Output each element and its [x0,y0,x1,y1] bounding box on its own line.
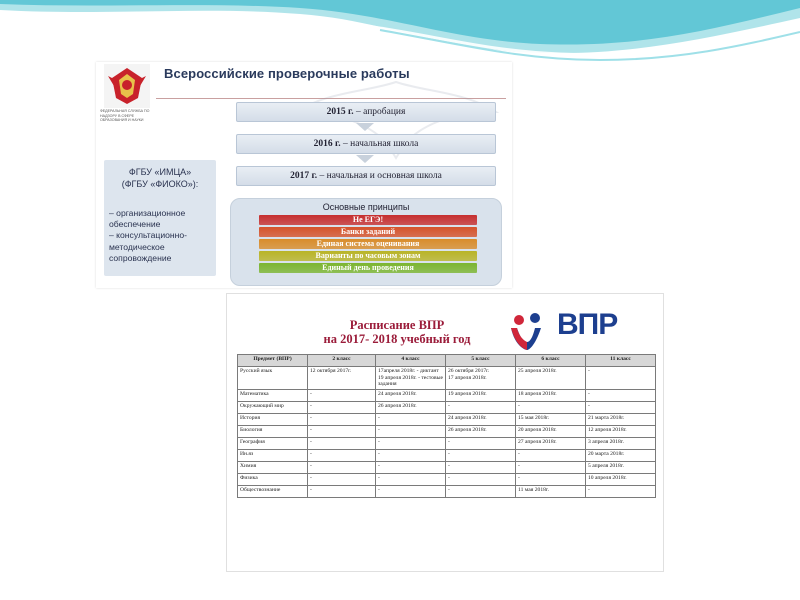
year-2017-label: 2017 г. [290,171,318,181]
principles-title: Основные принципы [322,202,410,212]
fiocko-panel [104,160,216,276]
schedule-table-body [238,367,656,498]
wave-decoration [0,0,800,70]
date-cell: 12 октября 2017г. [308,367,376,390]
year-2016-box [236,134,496,154]
principles-panel [230,198,502,286]
date-cell: - [586,485,656,497]
subject-cell: География [238,437,308,449]
table-row [238,425,656,437]
date-cell: - [308,485,376,497]
year-2015-label: 2015 г. [326,107,354,117]
date-cell: 12 апреля 2018г. [586,425,656,437]
schedule-title-line2: на 2017- 2018 учебный год [323,332,471,346]
year-2015-text: – апробация [353,107,406,117]
table-row [238,449,656,461]
date-cell: 26 апреля 2018г. [376,401,446,413]
table-header-cell: Предмет (ВПР) [238,355,308,367]
table-row [238,461,656,473]
vpr-info-slide [96,62,512,288]
vpr-logo-text: ВПР [557,308,618,341]
date-cell: 5 апреля 2018г. [586,461,656,473]
table-header-cell: 11 класс [586,355,656,367]
date-cell: 24 апреля 2018г. [376,389,446,401]
table-row [238,401,656,413]
table-header-cell: 2 класс [308,355,376,367]
date-cell: 15 мая 2018г. [516,413,586,425]
date-cell: - [308,473,376,485]
date-cell: - [376,437,446,449]
date-cell: - [446,485,516,497]
date-cell: 20 марта 2018г. [586,449,656,461]
date-cell: - [376,425,446,437]
table-row [238,413,656,425]
vpr-schedule-slide [226,293,664,572]
table-row [238,485,656,497]
date-cell: - [516,449,586,461]
subject-cell: Химия [238,461,308,473]
schedule-title [287,318,507,346]
date-cell: - [308,389,376,401]
date-cell: 26 октября 2017г. 17 апреля 2018г. [446,367,516,390]
arrow-down-icon [356,155,374,163]
subject-cell: Обществознание [238,485,308,497]
date-cell: 25 апреля 2018г. [516,367,586,390]
date-cell: - [446,461,516,473]
year-2016-label: 2016 г. [313,139,341,149]
year-2016-text: – начальная школа [340,139,419,149]
subject-cell: Биология [238,425,308,437]
date-cell: 18 апреля 2018г. [516,389,586,401]
date-cell: - [446,449,516,461]
date-cell: 27 апреля 2018г. [516,437,586,449]
date-cell: - [376,413,446,425]
subject-cell: Ин.яз [238,449,308,461]
fiocko-panel-head: ФГБУ «ИМЦА» (ФГБУ «ФИОКО»): [121,167,199,189]
date-cell: 26 апреля 2018г. [446,425,516,437]
table-header-row [238,355,656,367]
emblem-icon [104,64,150,108]
date-cell: 24 апреля 2018г. [446,413,516,425]
table-row [238,437,656,449]
agency-caption: ФЕДЕРАЛЬНАЯ СЛУЖБА ПО НАДЗОРУ В СФЕРЕ ОБРАЗОВАНИЯ И НАУКИ [100,109,150,123]
date-cell: - [308,461,376,473]
table-row [238,367,656,390]
date-cell: 3 апреля 2018г. [586,437,656,449]
date-cell: - [308,425,376,437]
date-cell: - [516,401,586,413]
table-header-cell: 4 класс [376,355,446,367]
subject-cell: Математика [238,389,308,401]
fiocko-panel-body: – организационное обеспечение – консультационно-методическое сопровождение [109,208,188,263]
date-cell: - [516,473,586,485]
slide-title: Всероссийские проверочные работы [164,66,410,81]
date-cell: - [586,401,656,413]
date-cell: 11 мая 2018г. [516,485,586,497]
date-cell: 19 апреля 2018г. [446,389,516,401]
date-cell: 10 апреля 2018г. [586,473,656,485]
table-row [238,473,656,485]
table-header-cell: 5 класс [446,355,516,367]
date-cell: - [446,401,516,413]
date-cell: - [308,401,376,413]
date-cell: - [308,449,376,461]
table-row [238,389,656,401]
date-cell: - [308,413,376,425]
year-2015-box [236,102,496,122]
date-cell: - [586,389,656,401]
subject-cell: Окружающий мир [238,401,308,413]
table-header-cell: 6 класс [516,355,586,367]
principle-item: Единая система оценивания [259,239,477,249]
year-2017-text: – начальная и основная школа [317,171,442,181]
schedule-title-line1: Расписание ВПР [349,318,445,332]
principle-item: Банки заданий [259,227,477,237]
date-cell: - [376,485,446,497]
date-cell: - [586,367,656,390]
date-cell: 21 марта 2018г. [586,413,656,425]
arrow-down-icon [356,123,374,131]
date-cell: - [446,437,516,449]
date-cell: - [376,473,446,485]
principle-item: Единый день проведения [259,263,477,273]
date-cell: - [516,461,586,473]
date-cell: 20 апреля 2018г. [516,425,586,437]
subject-cell: Русский язык [238,367,308,390]
date-cell: - [308,437,376,449]
principle-item: Варианты по часовым зонам [259,251,477,261]
year-2017-box [236,166,496,186]
date-cell: 17апреля 2018г. - диктант 19 апреля 2018г. - тестовые задания [376,367,446,390]
date-cell: - [376,449,446,461]
principle-item: Не ЕГЭ! [259,215,477,225]
schedule-table [237,354,656,498]
date-cell: - [446,473,516,485]
subject-cell: История [238,413,308,425]
date-cell: - [376,461,446,473]
subject-cell: Физика [238,473,308,485]
